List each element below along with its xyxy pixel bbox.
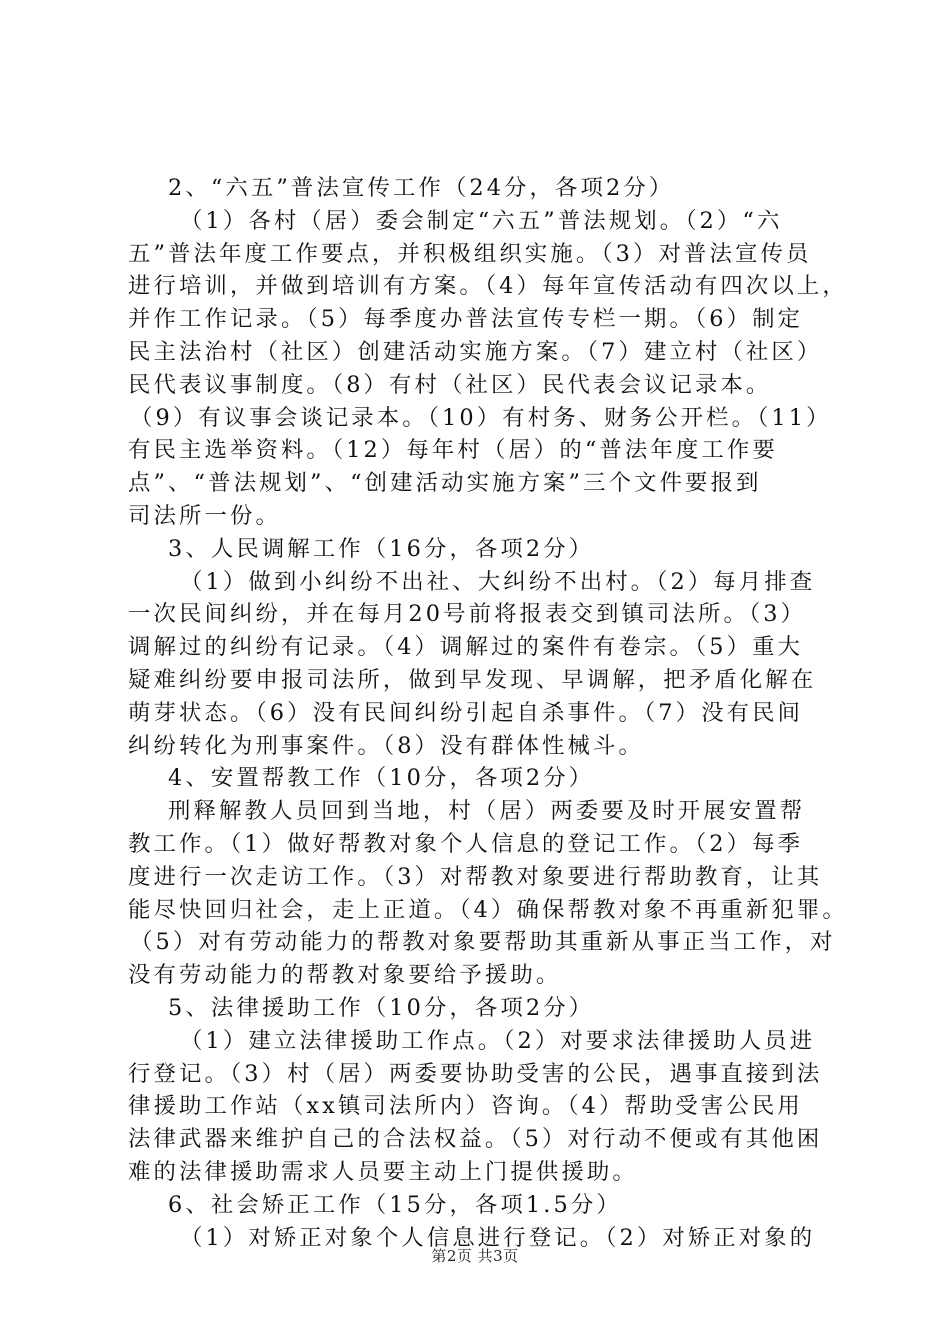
- text-line: 教工作。（1）做好帮教对象个人信息的登记工作。（2）每季: [128, 830, 804, 857]
- text-line: （1）做到小纠纷不出社、大纠纷不出村。（2）每月排查: [180, 568, 816, 595]
- text-line: 3、人民调解工作（16分，各项2分）: [168, 535, 595, 562]
- text-line: 6、社会矫正工作（15分，各项1.5分）: [168, 1191, 622, 1218]
- text-line: 五”普法年度工作要点，并积极组织实施。（3）对普法宣传员: [128, 240, 812, 267]
- page-footer: 第2页 共3页: [431, 1247, 519, 1265]
- text-line: 民主法治村（社区）创建活动实施方案。（7）建立村（社区）: [128, 338, 823, 365]
- text-line: 法律武器来维护自己的合法权益。（5）对行动不便或有其他困: [128, 1126, 823, 1153]
- text-line: （9）有议事会谈记录本。（10）有村务、财务公开栏。（11）: [130, 404, 832, 431]
- text-line: 有民主选举资料。（12）每年村（居）的“普法年度工作要: [128, 437, 778, 464]
- text-line: 进行培训，并做到培训有方案。（4）每年宣传活动有四次以上，: [128, 273, 848, 300]
- text-line: 行登记。（3）村（居）两委要协助受害的公民，遇事直接到法: [128, 1060, 823, 1087]
- text-line: 萌芽状态。（6）没有民间纠纷引起自杀事件。（7）没有民间: [128, 699, 804, 726]
- text-line: 2、“六五”普法宣传工作（24分，各项2分）: [168, 175, 675, 201]
- document-body: [128, 172, 848, 1254]
- text-line: （1）各村（居）委会制定“六五”普法规划。（2）“六: [180, 207, 783, 234]
- text-line: （5）对有劳动能力的帮教对象要帮助其重新从事正当工作，对: [130, 929, 836, 956]
- text-line: 并作工作记录。（5）每季度办普法宣传专栏一期。（6）制定: [128, 306, 804, 333]
- text-line: （1）建立法律援助工作点。（2）对要求法律援助人员进: [180, 1027, 816, 1054]
- text-line: （1）对矫正对象个人信息进行登记。（2）对矫正对象的: [180, 1224, 816, 1251]
- text-line: 能尽快回归社会，走上正道。（4）确保帮教对象不再重新犯罪。: [128, 896, 848, 923]
- text-line: 纠纷转化为刑事案件。（8）没有群体性械斗。: [128, 732, 644, 759]
- text-line: 5、法律援助工作（10分，各项2分）: [168, 994, 595, 1021]
- text-line: 律援助工作站（xx镇司法所内）咨询。（4）帮助受害公民用: [128, 1093, 803, 1120]
- text-line: 4、安置帮教工作（10分，各项2分）: [168, 765, 595, 792]
- text-line: 刑释解教人员回到当地，村（居）两委要及时开展安置帮: [168, 798, 806, 825]
- text-line: 民代表议事制度。（8）有村（社区）民代表会议记录本。: [128, 371, 772, 398]
- text-line: 一次民间纠纷，并在每月20号前将报表交到镇司法所。（3）: [128, 601, 807, 628]
- text-line: 难的法律援助需求人员要主动上门提供援助。: [128, 1158, 638, 1185]
- text-line: 调解过的纠纷有记录。（4）调解过的案件有卷宗。（5）重大: [128, 634, 804, 661]
- text-line: 点”、“普法规划”、“创建活动实施方案”三个文件要报到: [128, 470, 762, 497]
- text-line: 司法所一份。: [128, 502, 281, 529]
- text-line: 没有劳动能力的帮教对象要给予援助。: [128, 962, 562, 989]
- text-line: 度进行一次走访工作。（3）对帮教对象要进行帮助教育，让其: [128, 863, 823, 890]
- text-line: 疑难纠纷要申报司法所，做到早发现、早调解，把矛盾化解在: [128, 666, 817, 693]
